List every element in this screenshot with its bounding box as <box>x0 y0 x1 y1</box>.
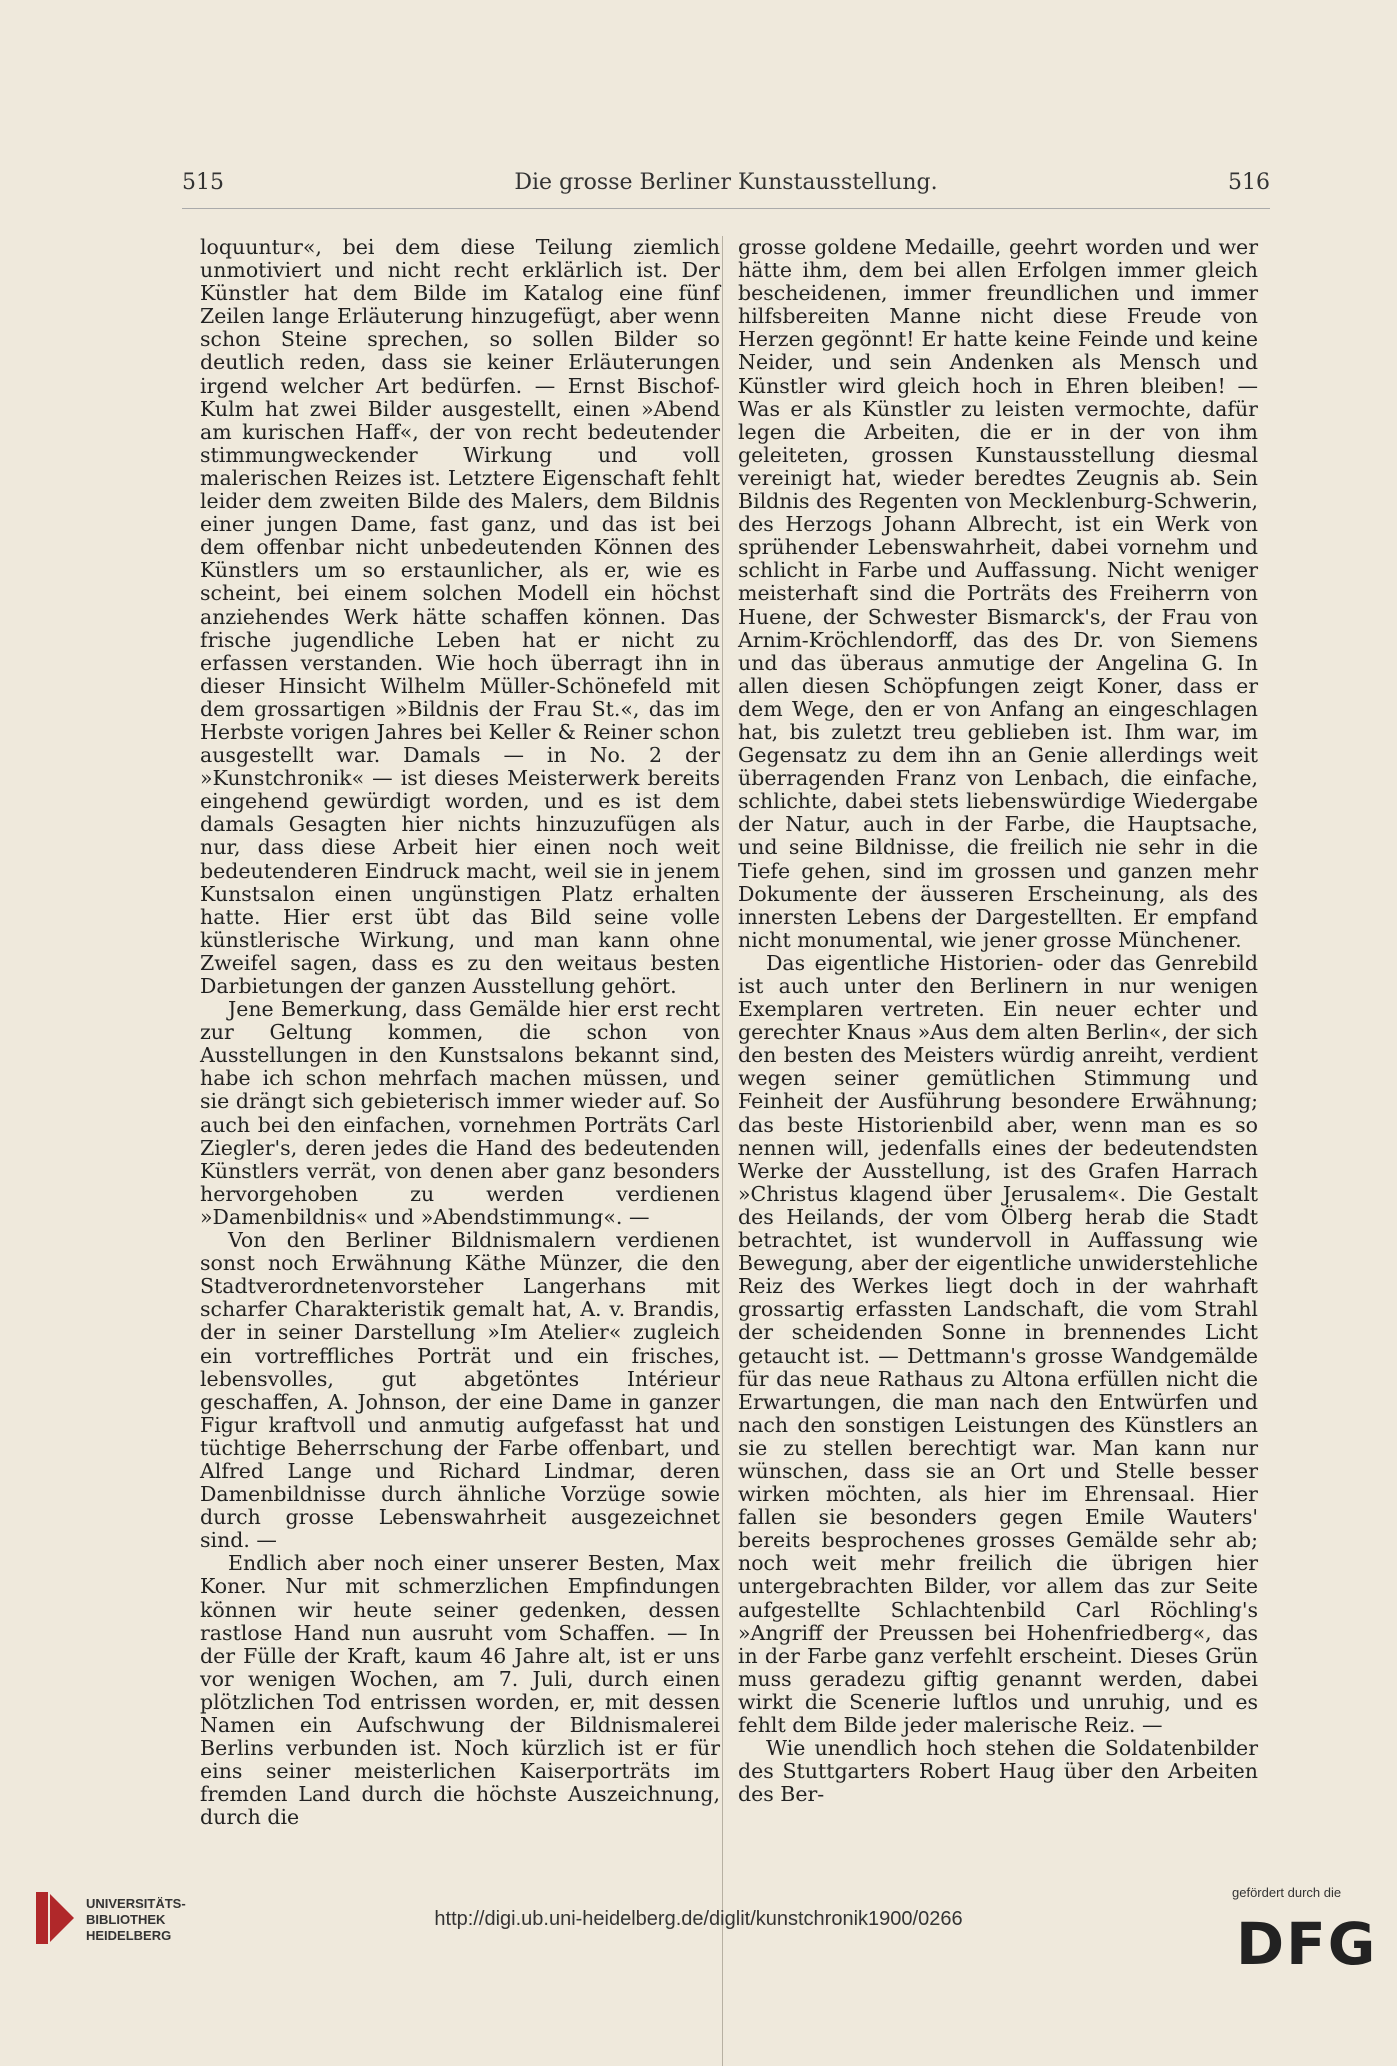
paragraph: Jene Bemerkung, dass Gemälde hier erst recht zur Geltung kommen, die schon von Ausstellungen in den Kunstsalons bekannt sind, habe ich schon mehrfach machen müssen, und sie drängt sich gebieterisch immer wieder auf. So auch bei den einfachen, vornehmen Porträts Carl Ziegler's, deren jedes die Hand des bedeutenden Künstlers verrät, von denen aber ganz besonders hervorgehoben zu werden verdienen »Damenbildnis« und »Abendstimmung«. — <box>200 997 720 1229</box>
running-header <box>182 170 1270 210</box>
library-name: UNIVERSITÄTS- BIBLIOTHEK HEIDELBERG <box>86 1896 186 1943</box>
dfg-logo[interactable]: DFG <box>1236 1910 1378 1978</box>
page-number-left: 515 <box>182 170 224 195</box>
right-column <box>738 236 1258 1806</box>
paragraph: grosse goldene Medaille, geehrt worden und wer hätte ihm, dem bei allen Erfolgen immer gleich bescheidenen, immer freundlichen und immer hilfsbereiten Manne nicht diese Freude von Herzen gegönnt! Er hatte keine Feinde und keine Neider, und sein Andenken als Mensch und Künstler wird gleich hoch in Ehren bleiben! — Was er als Künstler zu leisten vermochte, dafür legen die Arbeiten, die er in der von ihm geleiteten, grossen Kunstausstellung diesmal vereinigt hat, wieder beredtes Zeugnis ab. Sein Bildnis des Regenten von Mecklenburg-Schwerin, des Herzogs Johann Albrecht, ist ein Werk von sprühender Lebenswahrheit, dabei vornehm und schlicht in Farbe und Auffassung. Nicht weniger meisterhaft sind die Porträts des Freiherrn von Huene, der Schwester Bismarck's, der Frau von Arnim-Kröchlendorff, das des Dr. von Siemens und das überaus anmutige der Angelina G. In allen diesen Schöpfungen zeigt Koner, dass er dem Wege, den er von Anfang an eingeschlagen hat, bis zuletzt treu geblieben ist. Ihm war, im Gegensatz zu dem ihn an Genie allerdings weit überragenden Franz von Lenbach, die einfache, schlichte, dabei stets liebenswürdige Wiedergabe der Natur, auch in der Farbe, die Hauptsache, und seine Bildnisse, die freilich nie sehr in die Tiefe gehen, sind im grossen und ganzen mehr Dokumente der äusseren Erscheinung, als des innersten Lebens der Dargestellten. Er empfand nicht monumental, wie jener grosse Münchener. <box>738 235 1258 952</box>
paragraph: Das eigentliche Historien- oder das Genrebild ist auch unter den Berlinern in nur wenigen Exemplaren vertreten. Ein neuer echter und gerechter Knaus »Aus dem alten Berlin«, der sich den besten des Meisters würdig anreiht, verdient wegen seiner gemütlichen Stimmung und Feinheit der Ausführung besondere Erwähnung; das beste Historienbild aber, wenn man es so nennen will, jedenfalls eines der bedeutendsten Werke der Ausstellung, ist des Grafen Harrach »Christus klagend über Jerusalem«. Die Gestalt des Heilands, der vom Ölberg herab die Stadt betrachtet, ist wundervoll in Auffassung wie Bewegung, aber der eigentliche unwiderstehliche Reiz des Werkes liegt doch in der wahrhaft grossartig erfassten Landschaft, die vom Strahl der scheidenden Sonne in brennendes Licht getaucht ist. — Dettmann's grosse Wandgemälde für das neue Rathaus zu Altona erfüllen nicht die Erwartungen, die man nach den Entwürfen und nach den sonstigen Leistungen des Künstlers an sie zu stellen berechtigt war. Man kann nur wünschen, dass sie an Ort und Stelle besser wirken möchten, als hier im Ehrensaal. Hier fallen sie besonders gegen Emile Wauters' bereits besprochenes grosses Gemälde sehr ab; noch weit mehr freilich die übrigen hier untergebrachten Bilder, vor allem das zur Seite aufgestellte Schlachtenbild Carl Röchling's »Angriff der Preussen bei Hohenfriedberg«, das in der Farbe ganz verfehlt erscheint. Dieses Grün muss geradezu giftig genannt werden, dabei wirkt die Scenerie luftlos und unruhig, und es fehlt dem Bilde jeder malerische Reiz. — <box>738 950 1258 1737</box>
header-rule <box>182 208 1270 209</box>
paragraph: Von den Berliner Bildnismalern verdienen sonst noch Erwähnung Käthe Münzer, die den Stadtverordnetenvorsteher Langerhans mit scharfer Charakteristik gemalt hat, A. v. Brandis, der in seiner Darstellung »Im Atelier« zugleich ein vortreffliches Porträt und ein frisches, lebensvolles, gut abgetöntes Intérieur geschaffen, A. Johnson, der eine Dame in ganzer Figur kraftvoll und anmutig aufgefasst hat und tüchtige Beherrschung der Farbe offenbart, und Alfred Lange und Richard Lindmar, deren Damenbildnisse durch ähnliche Vorzüge sowie durch grosse Lebenswahrheit ausgezeichnet sind. — <box>200 1228 720 1553</box>
page-number-right: 516 <box>1228 170 1270 195</box>
paragraph: Wie unendlich hoch stehen die Soldatenbilder des Stuttgarters Robert Haug über den Arbeiten des Ber- <box>738 1736 1258 1807</box>
source-url-link[interactable]: http://digi.ub.uni-heidelberg.de/diglit/kunstchronik1900/0266 <box>434 1908 963 1930</box>
column-divider <box>722 236 723 2066</box>
left-column <box>200 236 720 1829</box>
page-title: Die grosse Berliner Kunstausstellung. <box>514 170 938 195</box>
paragraph: Endlich aber noch einer unserer Besten, Max Koner. Nur mit schmerzlichen Empfindungen können wir heute seiner gedenken, dessen rastlose Hand nun ausruht vom Schaffen. — In der Fülle der Kraft, kaum 46 Jahre alt, ist er uns vor wenigen Wochen, am 7. Juli, durch einen plötzlichen Tod entrissen worden, er, mit dessen Namen ein Aufschwung der Bildnismalerei Berlins verbunden ist. Noch kürzlich ist er für eins seiner meisterlichen Kaiserporträts im fremden Land durch die höchste Auszeichnung, durch die <box>200 1551 720 1830</box>
sponsor-label: gefördert durch die <box>1232 1885 1342 1900</box>
paragraph: loquuntur«, bei dem diese Teilung ziemlich unmotiviert und nicht recht erklärlich ist. Der Künstler hat dem Bilde im Katalog eine fünf Zeilen lange Erläuterung hinzugefügt, aber wenn schon Steine sprechen, so sollen Bilder so deutlich reden, dass sie keiner Erläuterungen irgend welcher Art bedürfen. — Ernst Bischof-Kulm hat zwei Bilder ausgestellt, einen »Abend am kurischen Haff«, der von recht bedeutender stimmungweckender Wirkung und voll malerischen Reizes ist. Letztere Eigenschaft fehlt leider dem zweiten Bilde des Malers, dem Bildnis einer jungen Dame, fast ganz, und das ist bei dem offenbar nicht unbedeutenden Können des Künstlers um so erstaunlicher, als er, wie es scheint, bei einem solchen Modell ein höchst anziehendes Werk hätte schaffen können. Das frische jugendliche Leben hat er nicht zu erfassen verstanden. Wie hoch überragt ihn in dieser Hinsicht Wilhelm Müller-Schönefeld mit dem grossartigen »Bildnis der Frau St.«, das im Herbste vorigen Jahres bei Keller & Reiner schon ausgestellt war. Damals — in No. 2 der »Kunstchronik« — ist dieses Meisterwerk bereits eingehend gewürdigt worden, und es ist dem damals Gesagten hier nichts hinzuzufügen als nur, dass diese Arbeit hier einen noch weit bedeutenderen Eindruck macht, weil sie in jenem Kunstsalon einen ungünstigen Platz erhalten hatte. Hier erst übt das Bild seine volle künstlerische Wirkung, und man kann ohne Zweifel sagen, dass es zu den weitaus besten Darbietungen der ganzen Ausstellung gehört. <box>200 235 720 998</box>
